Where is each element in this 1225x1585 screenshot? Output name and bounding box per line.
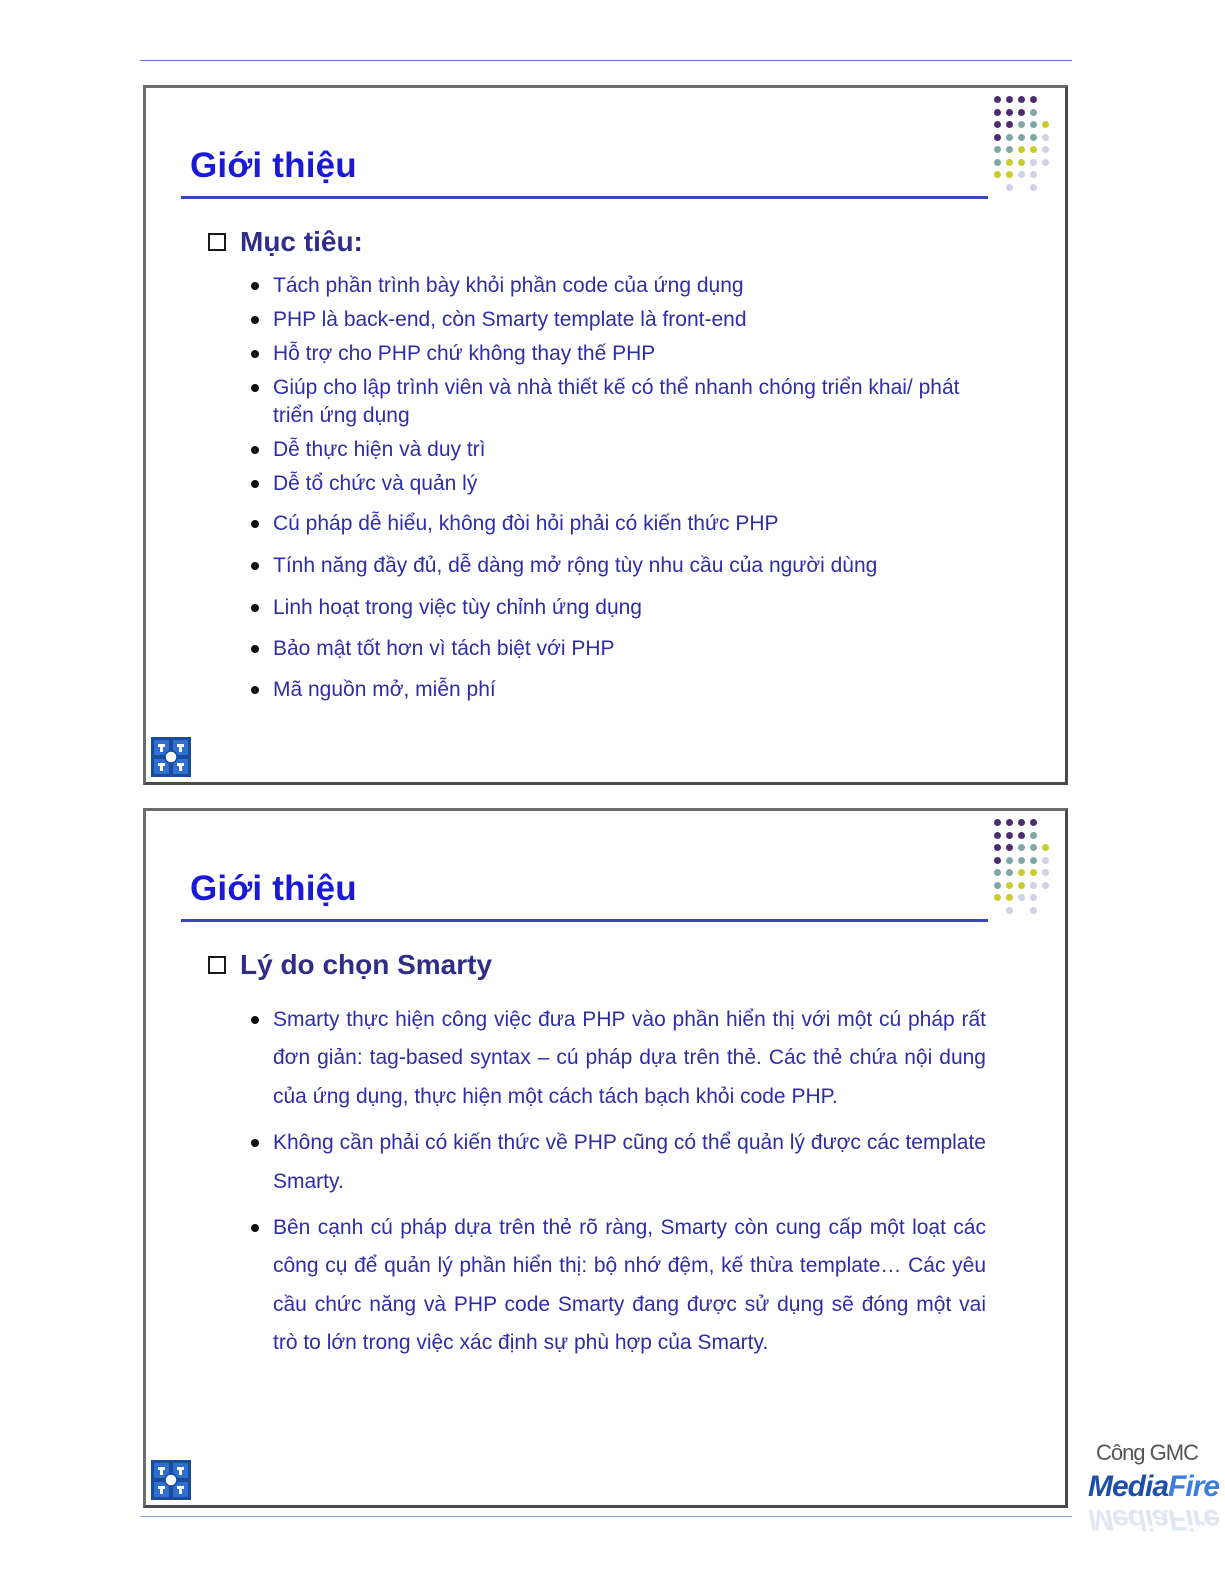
watermark-brand: [1088, 1470, 1219, 1504]
list-item: Giúp cho lập trình viên và nhà thiết kế có thể nhanh chóng triển khai/ phát triển ứng dụng: [246, 374, 986, 430]
decoration-dot: [1006, 109, 1013, 116]
section-heading: [208, 949, 492, 981]
decoration-dot: [1030, 857, 1037, 864]
decoration-dot: [1030, 832, 1037, 839]
list-item: Smarty thực hiện công việc đưa PHP vào phần hiển thị với một cú pháp rất đơn giản: tag-based syntax – cú pháp dựa trên thẻ. Các thẻ chứa nội dung của ứng dụng, thực hiện một cách tách bạch khỏi code PHP.: [246, 1001, 986, 1116]
decoration-dot: [1030, 134, 1037, 141]
decoration-dot: [1030, 171, 1037, 178]
decoration-dot: [1006, 907, 1013, 914]
decoration-dot: [1006, 869, 1013, 876]
decoration-dot: [1018, 869, 1025, 876]
list-item: Linh hoạt trong việc tùy chỉnh ứng dụng: [246, 594, 986, 622]
decoration-dot: [1018, 819, 1025, 826]
slide-1: [143, 85, 1068, 785]
bullet-list: [246, 272, 986, 704]
decoration-dot: [1042, 134, 1049, 141]
decoration-dot: [1018, 109, 1025, 116]
decoration-dot: [1018, 159, 1025, 166]
decoration-dot: [1030, 894, 1037, 901]
decoration-dot: [1006, 159, 1013, 166]
decoration-dot: [1030, 96, 1037, 103]
decoration-dot: [1042, 146, 1049, 153]
decoration-dot: [994, 832, 1001, 839]
decoration-dot: [1030, 819, 1037, 826]
dot-grid-decoration: [994, 819, 1058, 919]
page-footer-rule: [140, 1516, 1072, 1517]
checkbox-bullet-icon: [208, 956, 226, 974]
decoration-dot: [1042, 857, 1049, 864]
university-logo: [151, 1460, 191, 1500]
decoration-dot: [1018, 121, 1025, 128]
decoration-dot: [994, 134, 1001, 141]
decoration-dot: [1006, 894, 1013, 901]
title-underline: [181, 919, 988, 922]
decoration-dot: [1042, 882, 1049, 889]
list-item: Cú pháp dễ hiểu, không đòi hỏi phải có kiến thức PHP: [246, 510, 986, 538]
decoration-dot: [1018, 146, 1025, 153]
decoration-dot: [994, 869, 1001, 876]
decoration-dot: [1018, 844, 1025, 851]
decoration-dot: [1042, 121, 1049, 128]
decoration-dot: [1006, 844, 1013, 851]
university-logo: [151, 737, 191, 777]
decoration-dot: [1006, 832, 1013, 839]
decoration-dot: [1018, 857, 1025, 864]
list-item: Hỗ trợ cho PHP chứ không thay thế PHP: [246, 340, 986, 368]
decoration-dot: [1018, 882, 1025, 889]
list-item: Mã nguồn mở, miễn phí: [246, 676, 986, 704]
decoration-dot: [1030, 159, 1037, 166]
decoration-dot: [1006, 134, 1013, 141]
decoration-dot: [1006, 171, 1013, 178]
decoration-dot: [994, 159, 1001, 166]
slide-2: [143, 808, 1068, 1508]
list-item: Tách phần trình bày khỏi phần code của ứng dụng: [246, 272, 986, 300]
list-item: Bảo mật tốt hơn vì tách biệt với PHP: [246, 635, 986, 663]
slide-title: Giới thiệu: [190, 146, 357, 185]
decoration-dot: [1042, 844, 1049, 851]
watermark-brand-part1: Media: [1088, 1470, 1169, 1503]
decoration-dot: [1030, 109, 1037, 116]
decoration-dot: [994, 844, 1001, 851]
list-item: Dễ tổ chức và quản lý: [246, 470, 986, 498]
title-underline: [181, 196, 988, 199]
decoration-dot: [994, 121, 1001, 128]
decoration-dot: [1018, 96, 1025, 103]
slide-title: Giới thiệu: [190, 869, 357, 908]
page-header-rule: [140, 60, 1072, 61]
watermark-brand-part2: Fire: [1168, 1470, 1220, 1503]
watermark-top-text: Công GMC: [1095, 1440, 1198, 1465]
list-item: Không cần phải có kiến thức về PHP cũng có thể quản lý được các template Smarty.: [246, 1124, 986, 1201]
decoration-dot: [1042, 869, 1049, 876]
decoration-dot: [1006, 146, 1013, 153]
watermark-reflection: MediaFire: [1088, 1503, 1220, 1536]
decoration-dot: [1018, 171, 1025, 178]
dot-grid-decoration: [994, 96, 1058, 196]
decoration-dot: [994, 894, 1001, 901]
decoration-dot: [994, 857, 1001, 864]
section-heading-text: Mục tiêu:: [240, 226, 363, 257]
list-item: PHP là back-end, còn Smarty template là front-end: [246, 306, 986, 334]
decoration-dot: [1006, 121, 1013, 128]
decoration-dot: [1030, 146, 1037, 153]
checkbox-bullet-icon: [208, 233, 226, 251]
decoration-dot: [994, 819, 1001, 826]
decoration-dot: [994, 882, 1001, 889]
decoration-dot: [1030, 869, 1037, 876]
list-item: Tính năng đầy đủ, dễ dàng mở rộng tùy nhu cầu của người dùng: [246, 552, 986, 580]
section-heading: [208, 226, 363, 258]
decoration-dot: [1018, 832, 1025, 839]
decoration-dot: [1006, 857, 1013, 864]
section-heading-text: Lý do chọn Smarty: [240, 949, 493, 980]
decoration-dot: [994, 146, 1001, 153]
list-item: Dễ thực hiện và duy trì: [246, 436, 986, 464]
decoration-dot: [1030, 121, 1037, 128]
list-item: Bên cạnh cú pháp dựa trên thẻ rõ ràng, Smarty còn cung cấp một loạt các công cụ để quản lý phần hiển thị: bộ nhớ đệm, kế thừa template… Các yêu cầu chức năng và PHP code Smarty đang được sử dụng sẽ đóng một vai trò to lớn trong việc xác định sự phù hợp của Smarty.: [246, 1209, 986, 1363]
decoration-dot: [1030, 882, 1037, 889]
bullet-list: [246, 1001, 986, 1363]
decoration-dot: [1006, 184, 1013, 191]
decoration-dot: [1030, 907, 1037, 914]
decoration-dot: [1006, 882, 1013, 889]
decoration-dot: [994, 171, 1001, 178]
decoration-dot: [1018, 894, 1025, 901]
decoration-dot: [1006, 819, 1013, 826]
decoration-dot: [994, 96, 1001, 103]
decoration-dot: [1042, 159, 1049, 166]
decoration-dot: [1006, 96, 1013, 103]
decoration-dot: [1030, 184, 1037, 191]
decoration-dot: [1018, 134, 1025, 141]
decoration-dot: [1030, 844, 1037, 851]
mediafire-watermark: [1070, 1440, 1220, 1540]
decoration-dot: [994, 109, 1001, 116]
